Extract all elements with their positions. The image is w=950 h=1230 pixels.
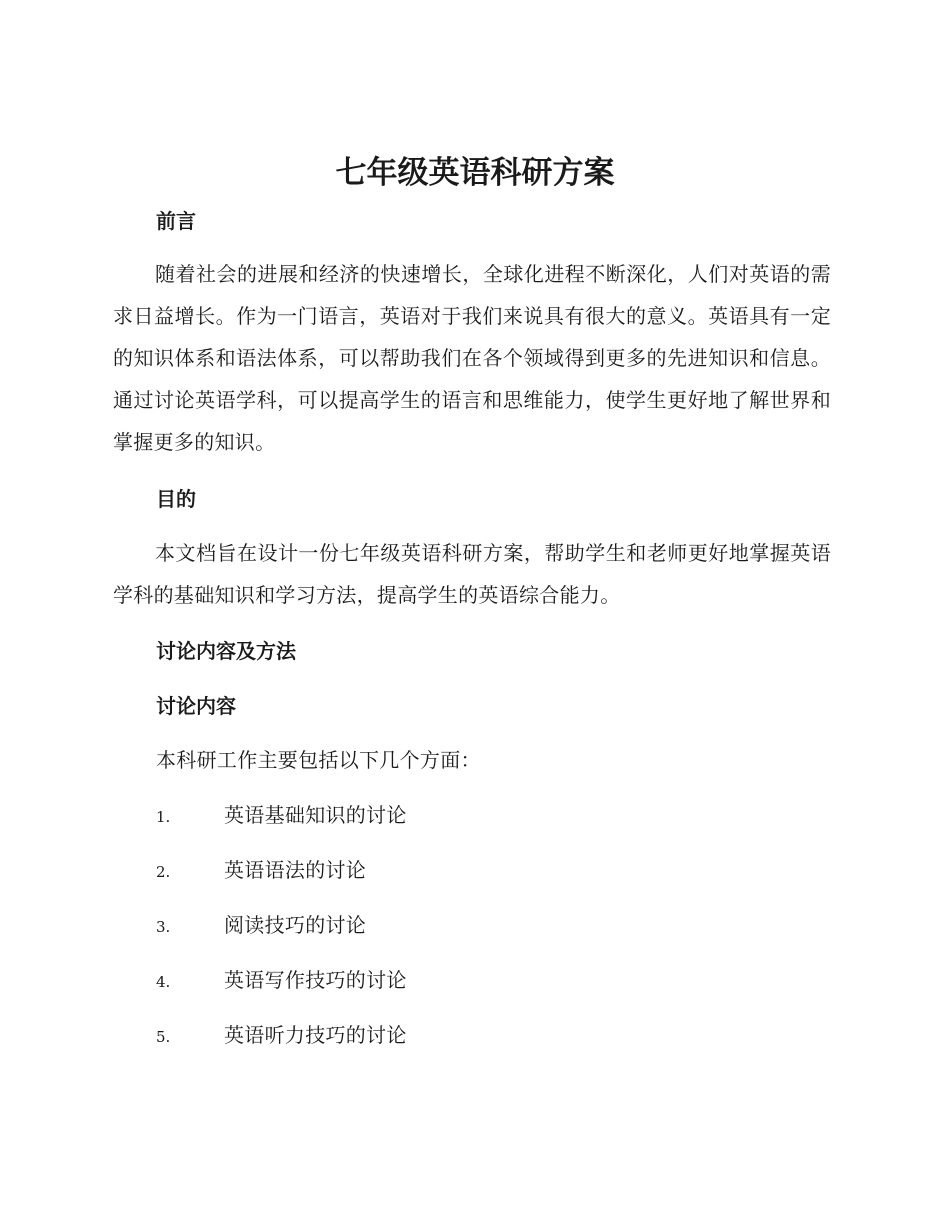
list-item (156, 855, 756, 885)
preface-heading: 前言 (156, 209, 196, 233)
list-item-text: 英语基础知识的讨论 (224, 803, 407, 827)
list-item-text: 英语语法的讨论 (224, 858, 367, 882)
list-item (156, 910, 756, 940)
list-number: 4. (156, 973, 171, 991)
content-intro: 本科研工作主要包括以下几个方面： (156, 748, 481, 772)
list-item (156, 965, 756, 995)
purpose-paragraph: 本文档旨在设计一份七年级英语科研方案，帮助学生和老师更好地掌握英语学科的基础知识和学习方法，提高学生的英语综合能力。 (113, 541, 831, 607)
preface-paragraph: 随着社会的进展和经济的快速增长，全球化进程不断深化，人们对英语的需求日益增长。作为一门语言，英语对于我们来说具有很大的意义。英语具有一定的知识体系和语法体系，可以帮助我们在各个领域得到更多的先进知识和信息。通过讨论英语学科，可以提高学生的语言和思维能力，使学生更好地了解世界和掌握更多的知识。 (113, 262, 831, 454)
list-item (156, 1020, 756, 1050)
list-item (156, 800, 756, 830)
list-number: 1. (156, 808, 171, 826)
content-method-heading: 讨论内容及方法 (156, 639, 296, 663)
list-number: 2. (156, 863, 171, 881)
list-number: 5. (156, 1028, 171, 1046)
purpose-heading: 目的 (156, 487, 196, 511)
document-title: 七年级英语科研方案 (335, 155, 615, 191)
list-number: 3. (156, 918, 171, 936)
list-item-text: 英语写作技巧的讨论 (224, 968, 407, 992)
list-item-text: 阅读技巧的讨论 (224, 913, 367, 937)
content-heading: 讨论内容 (156, 694, 236, 718)
list-item-text: 英语听力技巧的讨论 (224, 1023, 407, 1047)
